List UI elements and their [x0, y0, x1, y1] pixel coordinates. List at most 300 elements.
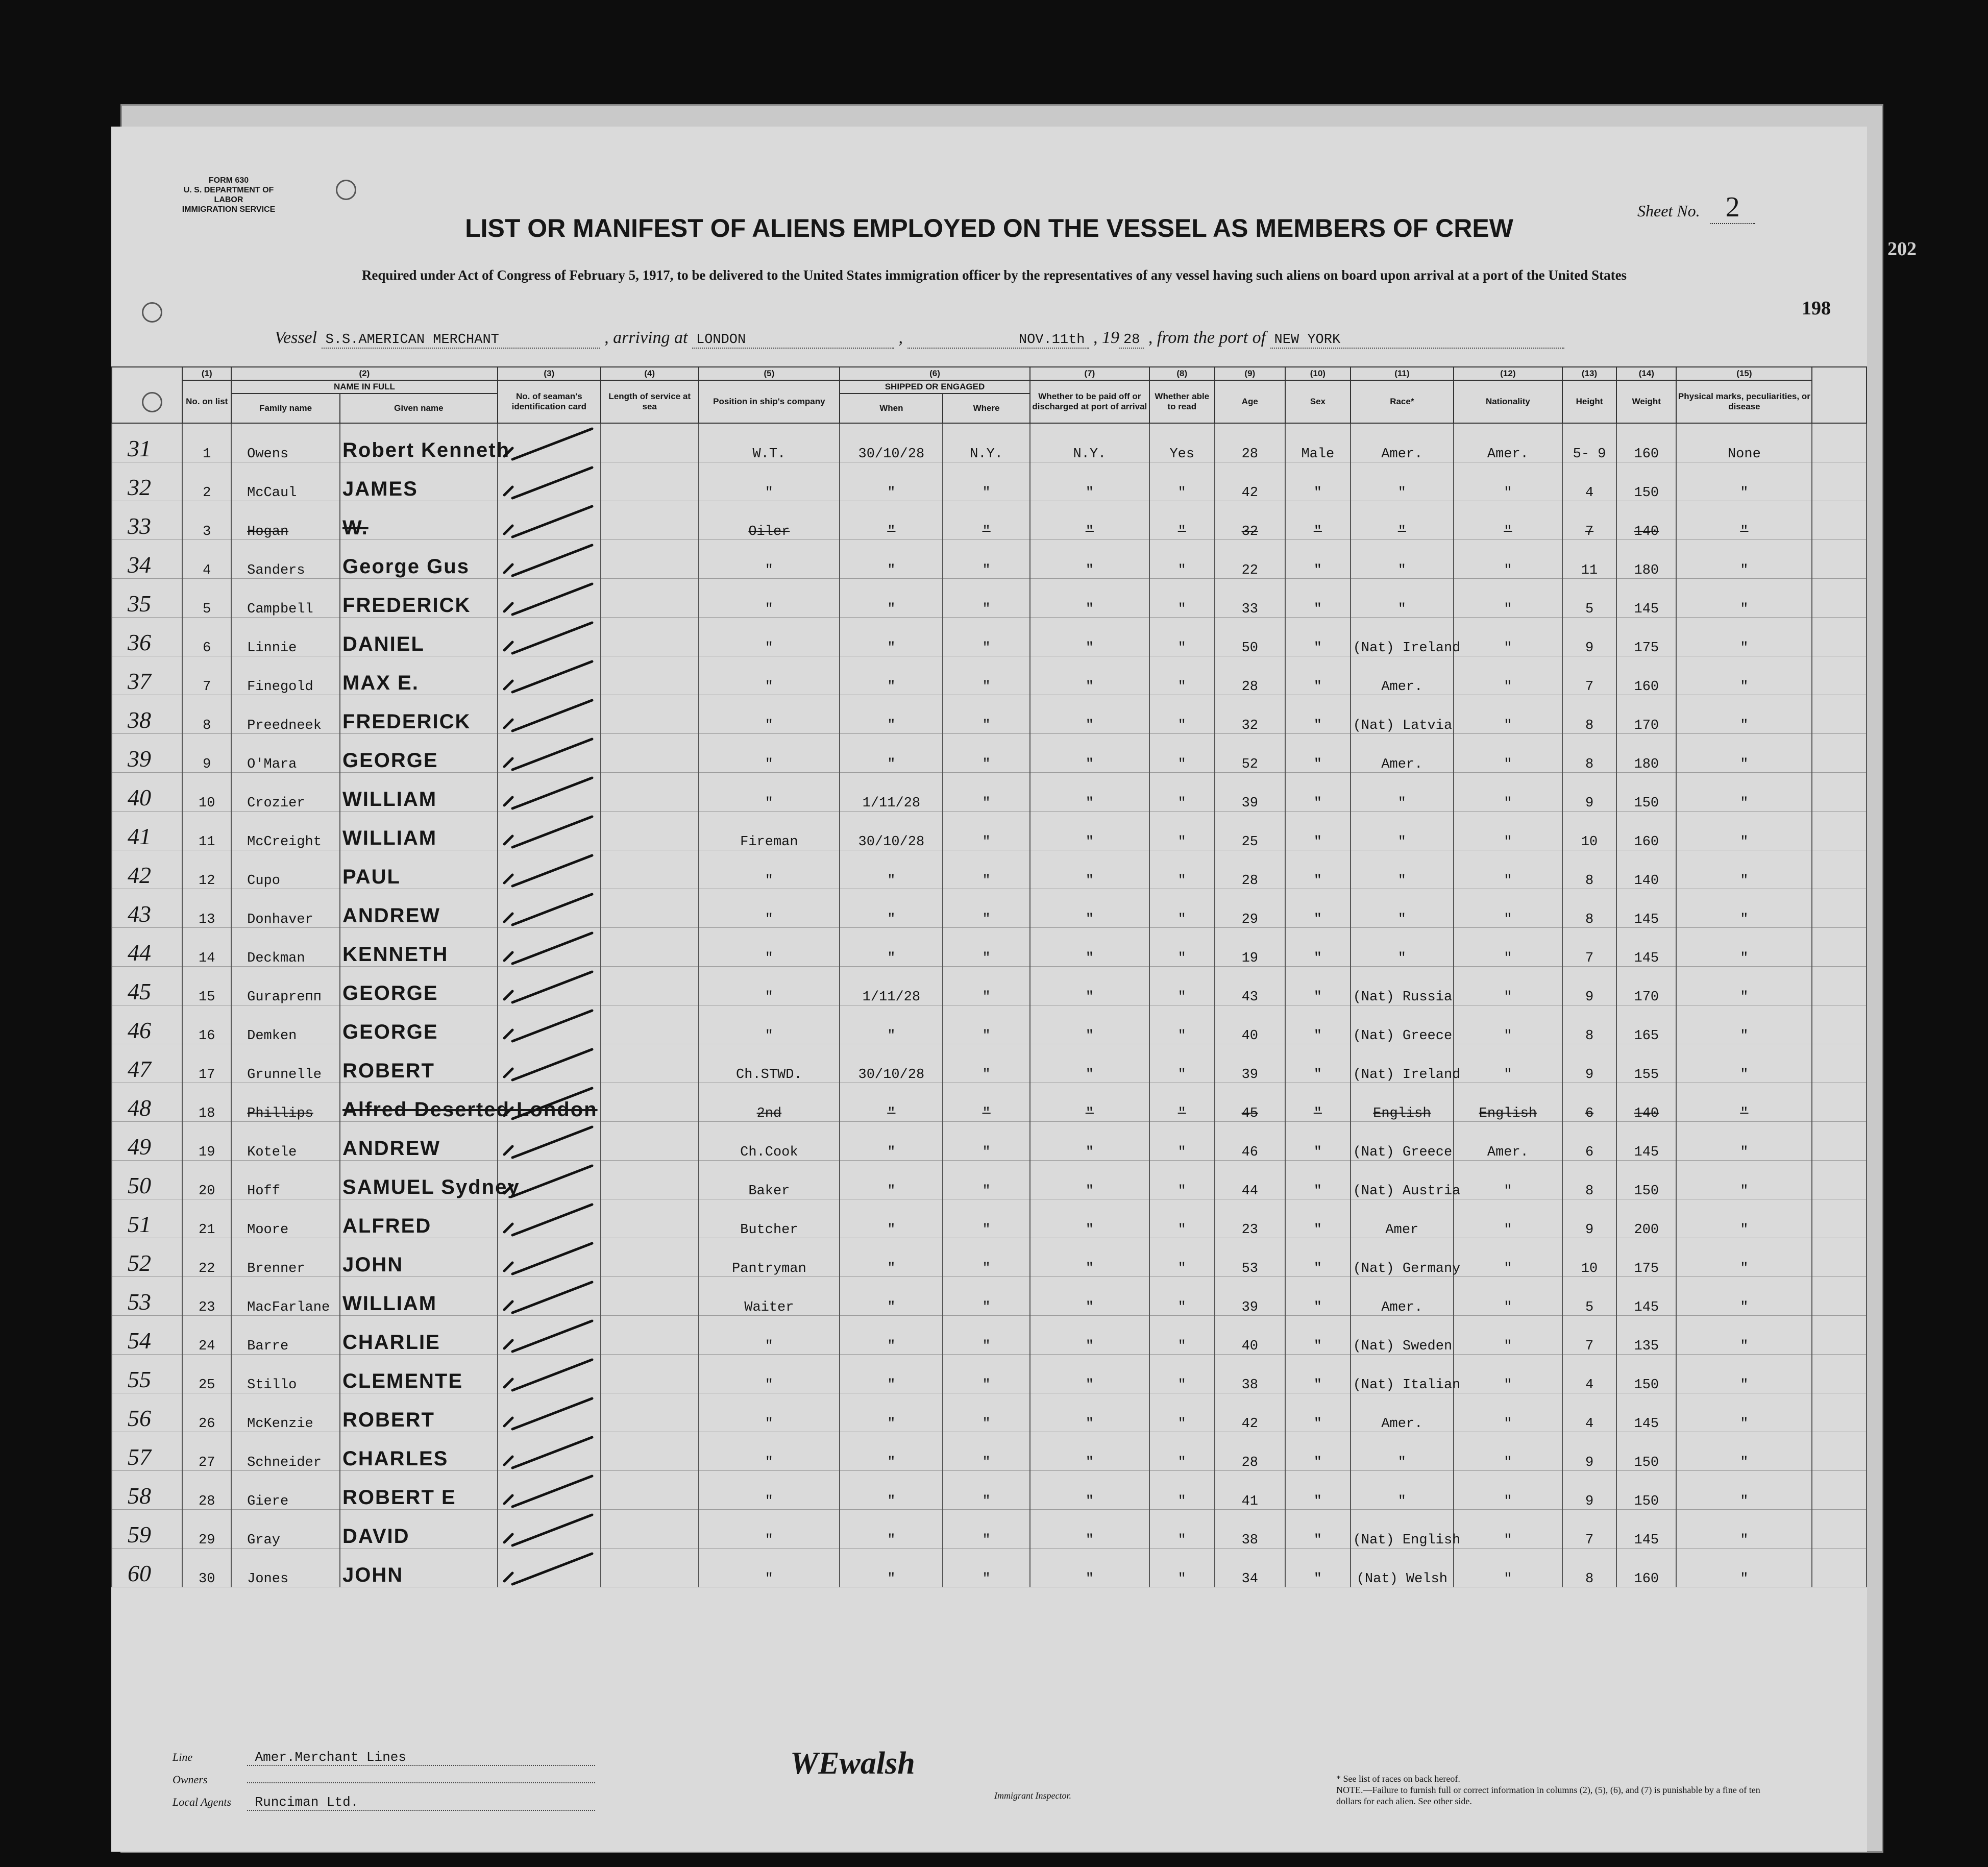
- shipped-when-cell: ": [840, 1277, 943, 1316]
- age-cell: 28: [1215, 850, 1285, 889]
- nationality-cell: ": [1454, 1161, 1562, 1199]
- family-name: Kotele: [231, 1122, 340, 1161]
- shipped-when-cell: 30/10/28: [840, 1044, 943, 1083]
- race-cell: (Nat) Ireland: [1351, 618, 1454, 656]
- family-name: Sanders: [231, 540, 340, 579]
- paid-off-cell: ": [1030, 618, 1149, 656]
- paid-off-cell: ": [1030, 967, 1149, 1005]
- line-number: 57: [112, 1432, 182, 1471]
- margin-cell: [1812, 1471, 1867, 1510]
- marks-cell: ": [1676, 1432, 1812, 1471]
- id-card-cell: [498, 1122, 601, 1161]
- height-cell: 5: [1562, 1277, 1616, 1316]
- age-cell: 32: [1215, 695, 1285, 734]
- shipped-where-cell: ": [943, 1316, 1029, 1355]
- header-paid-off: Whether to be paid off or discharged at port of arrival: [1030, 380, 1149, 423]
- check-mark-icon: [500, 1474, 597, 1508]
- marks-cell: ": [1676, 579, 1812, 618]
- marks-cell: ": [1676, 1549, 1812, 1587]
- service-length-cell: [601, 850, 699, 889]
- race-cell: (Nat) English: [1351, 1510, 1454, 1549]
- list-number: 18: [182, 1083, 231, 1122]
- id-card-cell: [498, 423, 601, 462]
- position-cell: ": [699, 1005, 840, 1044]
- able-to-read-cell: ": [1149, 1122, 1215, 1161]
- margin-cell: [1812, 850, 1867, 889]
- height-cell: 8: [1562, 850, 1616, 889]
- weight-cell: 150: [1616, 1161, 1676, 1199]
- race-cell: ": [1351, 1471, 1454, 1510]
- col-header-2: (2): [231, 367, 498, 380]
- manifest-rows: [112, 423, 1867, 1587]
- age-cell: 45: [1215, 1083, 1285, 1122]
- weight-cell: 135: [1616, 1316, 1676, 1355]
- penalty-note: NOTE.—Failure to furnish full or correct information in columns (2), (5), (6), and (7) is punishable by a fine of ten dollars for each alien. See other side.: [1336, 1785, 1760, 1806]
- race-cell: (Nat) Germany: [1351, 1238, 1454, 1277]
- header-sex: Sex: [1285, 380, 1351, 423]
- able-to-read-cell: ": [1149, 1277, 1215, 1316]
- margin-cell: [1812, 462, 1867, 501]
- age-cell: 39: [1215, 1044, 1285, 1083]
- line-number: 34: [112, 540, 182, 579]
- id-card-cell: [498, 1199, 601, 1238]
- height-cell: 7: [1562, 1510, 1616, 1549]
- position-cell: ": [699, 656, 840, 695]
- line-value: Amer.Merchant Lines: [247, 1750, 595, 1766]
- line-number: 59: [112, 1510, 182, 1549]
- service-length-cell: [601, 1432, 699, 1471]
- age-cell: 38: [1215, 1510, 1285, 1549]
- inspector-signature: WEwalsh: [790, 1746, 915, 1781]
- list-number: 26: [182, 1393, 231, 1432]
- position-cell: ": [699, 462, 840, 501]
- check-mark-icon: [500, 1319, 597, 1353]
- shipped-when-cell: ": [840, 1122, 943, 1161]
- check-mark-icon: [500, 1280, 597, 1314]
- weight-cell: 140: [1616, 501, 1676, 540]
- nationality-cell: Amer.: [1454, 423, 1562, 462]
- weight-cell: 200: [1616, 1199, 1676, 1238]
- position-cell: ": [699, 1316, 840, 1355]
- marks-cell: ": [1676, 889, 1812, 928]
- owners-value: [247, 1782, 595, 1783]
- weight-cell: 145: [1616, 1122, 1676, 1161]
- race-cell: ": [1351, 1432, 1454, 1471]
- service-length-cell: [601, 618, 699, 656]
- id-card-cell: [498, 1316, 601, 1355]
- margin-cell: [1812, 501, 1867, 540]
- sex-cell: ": [1285, 462, 1351, 501]
- list-number: 1: [182, 423, 231, 462]
- list-number: 16: [182, 1005, 231, 1044]
- shipped-when-cell: ": [840, 1199, 943, 1238]
- margin-cell: [1812, 1083, 1867, 1122]
- check-mark-icon: [500, 970, 597, 1003]
- service-length-cell: [601, 1161, 699, 1199]
- sex-cell: ": [1285, 579, 1351, 618]
- service-length-cell: [601, 967, 699, 1005]
- margin-cell: [1812, 889, 1867, 928]
- given-name: JOHN: [340, 1549, 498, 1587]
- shipped-where-cell: ": [943, 1471, 1029, 1510]
- able-to-read-cell: ": [1149, 1471, 1215, 1510]
- sex-cell: ": [1285, 1122, 1351, 1161]
- given-name: WILLIAM: [340, 812, 498, 850]
- age-cell: 28: [1215, 423, 1285, 462]
- margin-cell: [1812, 1199, 1867, 1238]
- age-cell: 42: [1215, 462, 1285, 501]
- race-cell: Amer.: [1351, 734, 1454, 773]
- margin-cell: [1812, 1432, 1867, 1471]
- age-cell: 28: [1215, 656, 1285, 695]
- age-cell: 39: [1215, 1277, 1285, 1316]
- position-cell: W.T.: [699, 423, 840, 462]
- height-cell: 7: [1562, 1316, 1616, 1355]
- race-cell: ": [1351, 812, 1454, 850]
- margin-cell: [1812, 1355, 1867, 1393]
- paid-off-cell: ": [1030, 1510, 1149, 1549]
- shipped-where-cell: ": [943, 889, 1029, 928]
- manifest-sheet: [111, 127, 1867, 1852]
- marks-cell: ": [1676, 618, 1812, 656]
- height-cell: 9: [1562, 967, 1616, 1005]
- service-length-cell: [601, 1471, 699, 1510]
- paid-off-cell: ": [1030, 501, 1149, 540]
- marks-cell: ": [1676, 1510, 1812, 1549]
- position-cell: 2nd: [699, 1083, 840, 1122]
- family-name: Crozier: [231, 773, 340, 812]
- height-cell: 7: [1562, 928, 1616, 967]
- weight-cell: 160: [1616, 1549, 1676, 1587]
- position-cell: ": [699, 1432, 840, 1471]
- line-number: 42: [112, 850, 182, 889]
- paid-off-cell: ": [1030, 695, 1149, 734]
- paid-off-cell: ": [1030, 1199, 1149, 1238]
- id-card-cell: [498, 773, 601, 812]
- check-mark-icon: [500, 427, 597, 460]
- paid-off-cell: ": [1030, 1549, 1149, 1587]
- table-row: [112, 462, 1867, 501]
- paid-off-cell: ": [1030, 579, 1149, 618]
- table-row: [112, 1510, 1867, 1549]
- check-mark-icon: [500, 815, 597, 848]
- race-cell: ": [1351, 501, 1454, 540]
- margin-cell: [1812, 618, 1867, 656]
- given-name: ROBERT: [340, 1044, 498, 1083]
- line-number: 35: [112, 579, 182, 618]
- paid-off-cell: ": [1030, 1277, 1149, 1316]
- department: U. S. DEPARTMENT OF LABOR: [183, 186, 274, 204]
- weight-cell: 150: [1616, 1432, 1676, 1471]
- age-cell: 25: [1215, 812, 1285, 850]
- family-name: Brenner: [231, 1238, 340, 1277]
- shipped-when-cell: ": [840, 1161, 943, 1199]
- shipped-where-cell: ": [943, 540, 1029, 579]
- id-card-cell: [498, 540, 601, 579]
- nationality-cell: ": [1454, 579, 1562, 618]
- family-name: Donhaver: [231, 889, 340, 928]
- position-cell: Ch.Cook: [699, 1122, 840, 1161]
- service-length-cell: [601, 1238, 699, 1277]
- sex-cell: ": [1285, 889, 1351, 928]
- column-number-row: [112, 367, 1867, 380]
- header-where: Where: [943, 394, 1029, 423]
- shipped-when-cell: ": [840, 1005, 943, 1044]
- nationality-cell: ": [1454, 695, 1562, 734]
- family-name: Preedneek: [231, 695, 340, 734]
- family-name: McKenzie: [231, 1393, 340, 1432]
- family-name: Phillips: [231, 1083, 340, 1122]
- marks-cell: ": [1676, 1238, 1812, 1277]
- paid-off-cell: ": [1030, 889, 1149, 928]
- id-card-cell: [498, 1355, 601, 1393]
- able-to-read-cell: ": [1149, 734, 1215, 773]
- col-header-6: (6): [840, 367, 1030, 380]
- nationality-cell: ": [1454, 812, 1562, 850]
- paid-off-cell: ": [1030, 734, 1149, 773]
- shipped-where-cell: ": [943, 501, 1029, 540]
- paid-off-cell: ": [1030, 1238, 1149, 1277]
- given-name: WILLIAM: [340, 1277, 498, 1316]
- line-number: 33: [112, 501, 182, 540]
- list-number: 13: [182, 889, 231, 928]
- nationality-cell: ": [1454, 1316, 1562, 1355]
- header-name-in-full: NAME IN FULL: [231, 380, 498, 394]
- races-note: * See list of races on back hereof.: [1336, 1774, 1460, 1784]
- able-to-read-cell: ": [1149, 462, 1215, 501]
- header-marks: Physical marks, peculiarities, or disease: [1676, 380, 1812, 423]
- sex-cell: ": [1285, 1199, 1351, 1238]
- given-name: JAMES: [340, 462, 498, 501]
- paid-off-cell: ": [1030, 1393, 1149, 1432]
- line-number: 53: [112, 1277, 182, 1316]
- family-name: MacFarlane: [231, 1277, 340, 1316]
- id-card-cell: [498, 462, 601, 501]
- vessel-line: Vessel S.S.AMERICAN MERCHANT , arriving at LONDON , NOV.11th , 19 28 , from the port of NEW YORK: [275, 328, 1564, 349]
- given-name: George Gus: [340, 540, 498, 579]
- check-mark-icon: [500, 1047, 597, 1081]
- paid-off-cell: ": [1030, 1432, 1149, 1471]
- height-cell: 5- 9: [1562, 423, 1616, 462]
- list-number: 7: [182, 656, 231, 695]
- service-length-cell: [601, 734, 699, 773]
- shipped-when-cell: ": [840, 462, 943, 501]
- id-card-cell: [498, 734, 601, 773]
- service-length-cell: [601, 1549, 699, 1587]
- nationality-cell: ": [1454, 773, 1562, 812]
- id-card-cell: [498, 1083, 601, 1122]
- family-name: Moore: [231, 1199, 340, 1238]
- form-header: [178, 176, 280, 214]
- weight-cell: 155: [1616, 1044, 1676, 1083]
- service-length-cell: [601, 423, 699, 462]
- nationality-cell: ": [1454, 656, 1562, 695]
- sex-cell: ": [1285, 928, 1351, 967]
- age-cell: 42: [1215, 1393, 1285, 1432]
- paid-off-cell: N.Y.: [1030, 423, 1149, 462]
- sex-cell: ": [1285, 967, 1351, 1005]
- nationality-cell: ": [1454, 1393, 1562, 1432]
- service-length-cell: [601, 1393, 699, 1432]
- service-length-cell: [601, 1044, 699, 1083]
- shipped-where-cell: ": [943, 1277, 1029, 1316]
- nationality-cell: ": [1454, 850, 1562, 889]
- header-given-name: Given name: [340, 394, 498, 423]
- position-cell: ": [699, 773, 840, 812]
- paid-off-cell: ": [1030, 1122, 1149, 1161]
- sex-cell: ": [1285, 1083, 1351, 1122]
- able-to-read-cell: ": [1149, 695, 1215, 734]
- family-name: Linnie: [231, 618, 340, 656]
- id-card-cell: [498, 1471, 601, 1510]
- header-height: Height: [1562, 380, 1616, 423]
- given-name: Alfred Deserted London: [340, 1083, 498, 1122]
- able-to-read-cell: ": [1149, 1355, 1215, 1393]
- line-number: 48: [112, 1083, 182, 1122]
- shipped-where-cell: ": [943, 850, 1029, 889]
- shipped-when-cell: ": [840, 1393, 943, 1432]
- check-mark-icon: [500, 1435, 597, 1469]
- paid-off-cell: ": [1030, 1161, 1149, 1199]
- height-cell: 8: [1562, 695, 1616, 734]
- nationality-cell: ": [1454, 1471, 1562, 1510]
- shipped-when-cell: ": [840, 850, 943, 889]
- able-to-read-cell: ": [1149, 501, 1215, 540]
- able-to-read-cell: ": [1149, 1432, 1215, 1471]
- given-name: KENNETH: [340, 928, 498, 967]
- sheet-label: Sheet No.: [1637, 202, 1700, 220]
- outer-stamp-number: 202: [1887, 238, 1917, 260]
- line-number: 44: [112, 928, 182, 967]
- weight-cell: 170: [1616, 967, 1676, 1005]
- header-age: Age: [1215, 380, 1285, 423]
- family-name: Cupo: [231, 850, 340, 889]
- position-cell: ": [699, 1549, 840, 1587]
- age-cell: 32: [1215, 501, 1285, 540]
- weight-cell: 145: [1616, 1510, 1676, 1549]
- position-cell: ": [699, 695, 840, 734]
- weight-cell: 175: [1616, 1238, 1676, 1277]
- weight-cell: 140: [1616, 1083, 1676, 1122]
- table-row: [112, 850, 1867, 889]
- check-mark-icon: [500, 582, 597, 616]
- header-weight: Weight: [1616, 380, 1676, 423]
- shipped-where-cell: ": [943, 967, 1029, 1005]
- marks-cell: ": [1676, 812, 1812, 850]
- marks-cell: ": [1676, 1083, 1812, 1122]
- race-cell: Amer.: [1351, 656, 1454, 695]
- margin-cell: [1812, 1122, 1867, 1161]
- service-length-cell: [601, 695, 699, 734]
- position-cell: ": [699, 540, 840, 579]
- race-cell: (Nat) Greece: [1351, 1005, 1454, 1044]
- col-header-4: (4): [601, 367, 699, 380]
- given-name: GEORGE: [340, 734, 498, 773]
- service-length-cell: [601, 1316, 699, 1355]
- weight-cell: 140: [1616, 850, 1676, 889]
- col-header-14: (14): [1616, 367, 1676, 380]
- table-row: [112, 734, 1867, 773]
- shipped-when-cell: 30/10/28: [840, 812, 943, 850]
- line-number: 49: [112, 1122, 182, 1161]
- table-row: [112, 1432, 1867, 1471]
- col-header-8: (8): [1149, 367, 1215, 380]
- service: IMMIGRATION SERVICE: [182, 205, 276, 214]
- id-card-cell: [498, 656, 601, 695]
- list-number: 22: [182, 1238, 231, 1277]
- weight-cell: 150: [1616, 1471, 1676, 1510]
- check-mark-icon: [500, 931, 597, 965]
- check-mark-icon: [500, 1164, 597, 1197]
- nationality-cell: ": [1454, 734, 1562, 773]
- line-number: 32: [112, 462, 182, 501]
- check-mark-icon: [500, 1358, 597, 1391]
- id-card-cell: [498, 1510, 601, 1549]
- header-read: Whether able to read: [1149, 380, 1215, 423]
- id-card-cell: [498, 967, 601, 1005]
- table-row: [112, 1393, 1867, 1432]
- service-length-cell: [601, 540, 699, 579]
- weight-cell: 175: [1616, 618, 1676, 656]
- position-cell: ": [699, 618, 840, 656]
- paid-off-cell: ": [1030, 1355, 1149, 1393]
- able-to-read-cell: ": [1149, 850, 1215, 889]
- height-cell: 5: [1562, 579, 1616, 618]
- header-id-card: No. of seaman's identification card: [498, 380, 601, 423]
- race-cell: ": [1351, 540, 1454, 579]
- shipped-where-cell: ": [943, 1044, 1029, 1083]
- paid-off-cell: ": [1030, 1471, 1149, 1510]
- shipped-when-cell: ": [840, 540, 943, 579]
- given-name: DANIEL: [340, 618, 498, 656]
- shipped-where-cell: ": [943, 579, 1029, 618]
- age-cell: 23: [1215, 1199, 1285, 1238]
- shipped-where-cell: ": [943, 1161, 1029, 1199]
- able-to-read-cell: ": [1149, 1161, 1215, 1199]
- family-name: O'Mara: [231, 734, 340, 773]
- arriving-label: , arriving at: [604, 328, 688, 347]
- header-nationality: Nationality: [1454, 380, 1562, 423]
- table-row: [112, 579, 1867, 618]
- shipped-where-cell: ": [943, 1549, 1029, 1587]
- header-when: When: [840, 394, 943, 423]
- given-name: DAVID: [340, 1510, 498, 1549]
- sex-cell: ": [1285, 540, 1351, 579]
- age-cell: 52: [1215, 734, 1285, 773]
- height-cell: 8: [1562, 1549, 1616, 1587]
- sex-cell: ": [1285, 1549, 1351, 1587]
- nationality-cell: ": [1454, 889, 1562, 928]
- height-cell: 9: [1562, 1471, 1616, 1510]
- position-cell: ": [699, 928, 840, 967]
- able-to-read-cell: ": [1149, 928, 1215, 967]
- table-row: [112, 1277, 1867, 1316]
- page-title: LIST OR MANIFEST OF ALIENS EMPLOYED ON THE VESSEL AS MEMBERS OF CREW: [465, 214, 1513, 242]
- id-card-cell: [498, 889, 601, 928]
- height-cell: 8: [1562, 734, 1616, 773]
- nationality-cell: ": [1454, 1510, 1562, 1549]
- service-length-cell: [601, 812, 699, 850]
- shipped-when-cell: ": [840, 889, 943, 928]
- given-name: JOHN: [340, 1238, 498, 1277]
- weight-cell: 160: [1616, 423, 1676, 462]
- header-shipped: SHIPPED OR ENGAGED: [840, 380, 1030, 394]
- line-number: 38: [112, 695, 182, 734]
- sex-cell: ": [1285, 773, 1351, 812]
- nationality-cell: ": [1454, 1044, 1562, 1083]
- race-cell: (Nat) Ireland: [1351, 1044, 1454, 1083]
- margin-cell: [1812, 579, 1867, 618]
